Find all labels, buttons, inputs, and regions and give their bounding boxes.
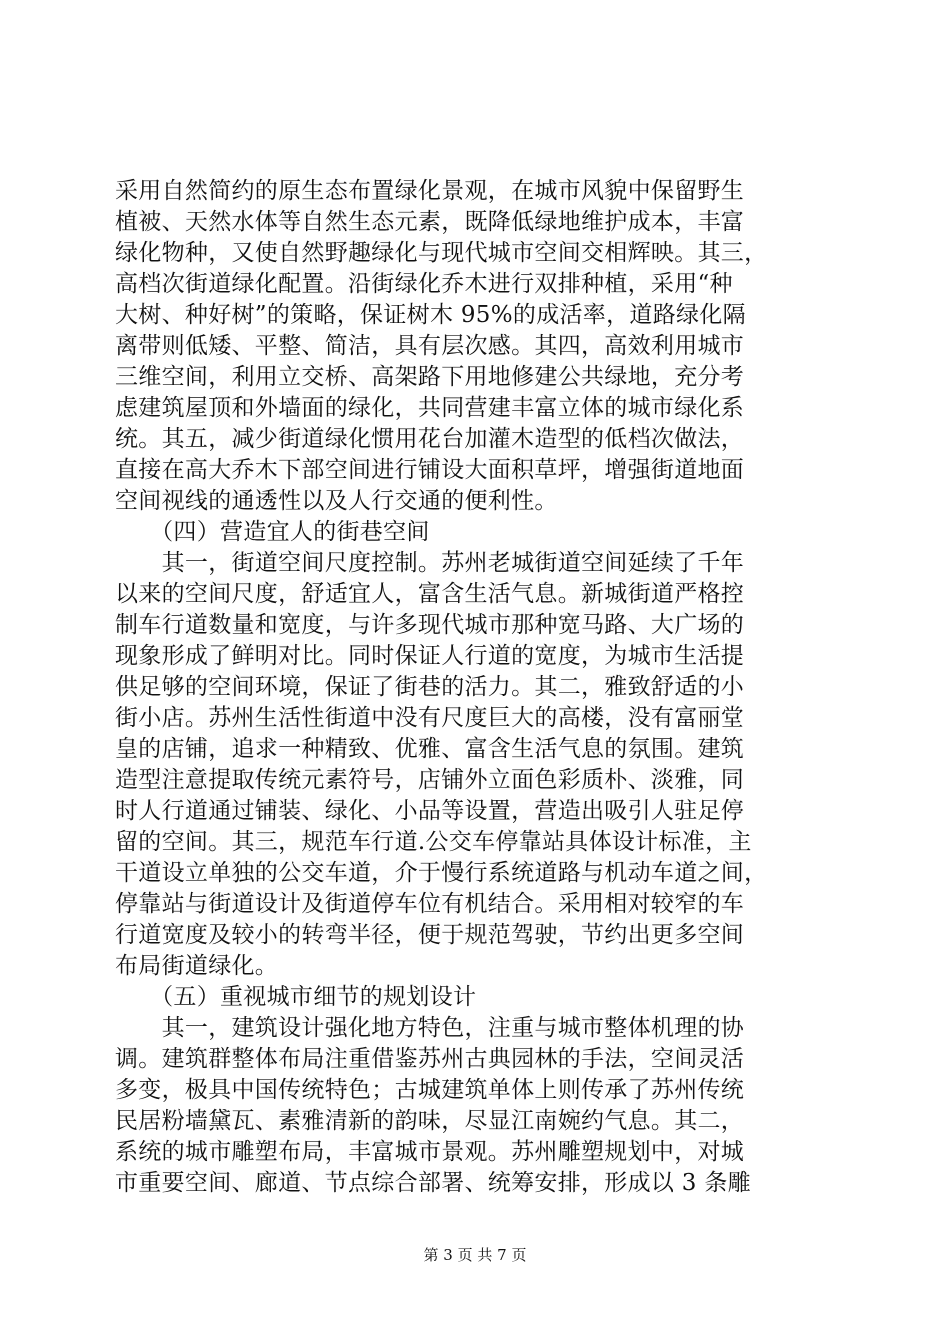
text-line: 造型注意提取传统元素符号，店铺外立面色彩质朴、淡雅，同	[115, 767, 745, 793]
text-line: 离带则低矮、平整、简洁，具有层次感。其四，高效利用城市	[115, 333, 745, 359]
text-line: 采用自然简约的原生态布置绿化景观，在城市风貌中保留野生	[115, 178, 745, 204]
text-line: 干道设立单独的公交车道，介于慢行系统道路与机动车道之间，	[115, 860, 768, 886]
body-text	[115, 176, 835, 1199]
text-line: 多变，极具中国传统特色；古城建筑单体上则传承了苏州传统	[115, 1077, 745, 1103]
text-line: 空间视线的通透性以及人行交通的便利性。	[115, 488, 558, 514]
page-number: 第 3 页 共 7 页	[423, 1246, 527, 1264]
text-line: 供足够的空间环境，保证了街巷的活力。其二，雅致舒适的小	[115, 674, 745, 700]
text-line: 三维空间，利用立交桥、高架路下用地修建公共绿地，充分考	[115, 364, 745, 390]
text-line: 停靠站与街道设计及街道停车位有机结合。采用相对较窄的车	[115, 891, 745, 917]
text-line: 民居粉墙黛瓦、素雅清新的韵味，尽显江南婉约气息。其二，	[115, 1108, 745, 1134]
text-line: 调。建筑群整体布局注重借鉴苏州古典园林的手法，空间灵活	[115, 1046, 745, 1072]
text-line: 直接在高大乔木下部空间进行铺设大面积草坪，增强街道地面	[115, 457, 745, 483]
text-line: 大树、种好树”的策略，保证树木 95%的成活率，道路绿化隔	[115, 302, 746, 328]
text-line: 行道宽度及较小的转弯半径，便于规范驾驶，节约出更多空间	[115, 922, 745, 948]
text-line: 制车行道数量和宽度，与许多现代城市那种宽马路、大广场的	[115, 612, 745, 638]
section-heading: （五）重视城市细节的规划设计	[115, 984, 477, 1010]
page-footer	[0, 1245, 950, 1265]
text-line: 现象形成了鲜明对比。同时保证人行道的宽度，为城市生活提	[115, 643, 745, 669]
text-line: 街小店。苏州生活性街道中没有尺度巨大的高楼，没有富丽堂	[115, 705, 745, 731]
text-line: 绿化物种，又使自然野趣绿化与现代城市空间交相辉映。其三，	[115, 240, 768, 266]
text-line: 统。其五，减少街道绿化惯用花台加灌木造型的低档次做法，	[115, 426, 745, 452]
text-line: 其一，建筑设计强化地方特色，注重与城市整体机理的协	[115, 1015, 745, 1041]
text-line: 皇的店铺，追求一种精致、优雅、富含生活气息的氛围。建筑	[115, 736, 745, 762]
text-line: 高档次街道绿化配置。沿街绿化乔木进行双排种植，采用“种	[115, 271, 733, 297]
section-heading: （四）营造宜人的街巷空间	[115, 519, 430, 545]
text-line: 系统的城市雕塑布局，丰富城市景观。苏州雕塑规划中，对城	[115, 1139, 745, 1165]
text-line: 其一，街道空间尺度控制。苏州老城街道空间延续了千年	[115, 550, 745, 576]
text-line: 植被、天然水体等自然生态元素，既降低绿地维护成本，丰富	[115, 209, 745, 235]
text-line: 以来的空间尺度，舒适宜人，富含生活气息。新城街道严格控	[115, 581, 745, 607]
text-line: 市重要空间、廊道、节点综合部署、统筹安排，形成以 3 条雕	[115, 1170, 751, 1196]
text-line: 虑建筑屋顶和外墙面的绿化，共同营建丰富立体的城市绿化系	[115, 395, 745, 421]
text-line: 布局街道绿化。	[115, 953, 279, 979]
text-line: 留的空间。其三，规范车行道.公交车停靠站具体设计标准，主	[115, 829, 752, 855]
text-line: 时人行道通过铺装、绿化、小品等设置，营造出吸引人驻足停	[115, 798, 745, 824]
